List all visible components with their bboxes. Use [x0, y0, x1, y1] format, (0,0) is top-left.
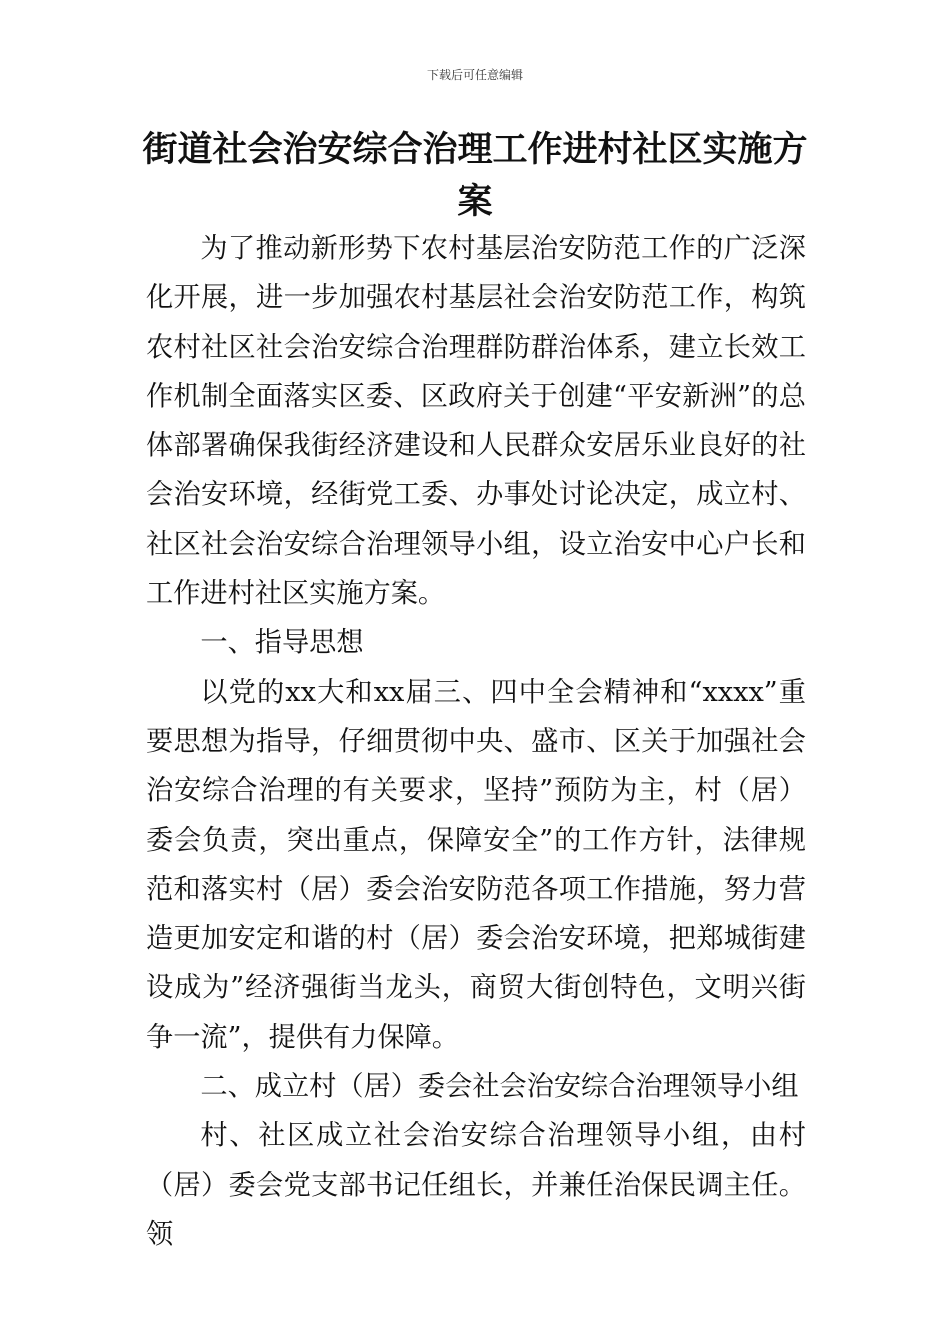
section-1-heading: 一、指导思想 [200, 627, 364, 659]
section-2-heading: 二、成立村（居）委会社会治安综合治理领导小组 [200, 1071, 799, 1103]
section-2-paragraph: 村、社区成立社会治安综合治理领导小组，由村（居）委会党支部书记任组长，并兼任治保民调主任。领 [146, 1120, 806, 1250]
section-1-paragraph: 以党的xx大和xx届三、四中全会精神和“xxxx”重要思想为指导，仔细贯彻中央、盛市、区关于加强社会治安综合治理的有关要求，坚持”预防为主，村（居）委会负责，突出重点，保障安全”的工作方针，法律规范和落实村（居）委会治安防范各项工作措施，努力营造更加安定和谐的村（居）委会治安环境，把郑城街建设成为”经济强街当龙头，商贸大街创特色，文明兴街争一流”，提供有力保障。 [146, 676, 806, 1053]
document-title: 街道社会治安综合治理工作进村社区实施方案 [142, 130, 808, 222]
intro-paragraph: 为了推动新形势下农村基层治安防范工作的广泛深化开展，进一步加强农村基层社会治安防范工作，构筑农村社区社会治安综合治理群防群治体系，建立长效工作机制全面落实区委、区政府关于创建“平安新洲”的总体部署确保我街经济建设和人民群众安居乐业良好的社会治安环境，经街党工委、办事处讨论决定，成立村、社区社会治安综合治理领导小组，设立治安中心户长和工作进村社区实施方案。 [146, 233, 806, 610]
header-note: 下载后可任意编辑 [426, 68, 523, 82]
document-body [146, 224, 806, 1259]
